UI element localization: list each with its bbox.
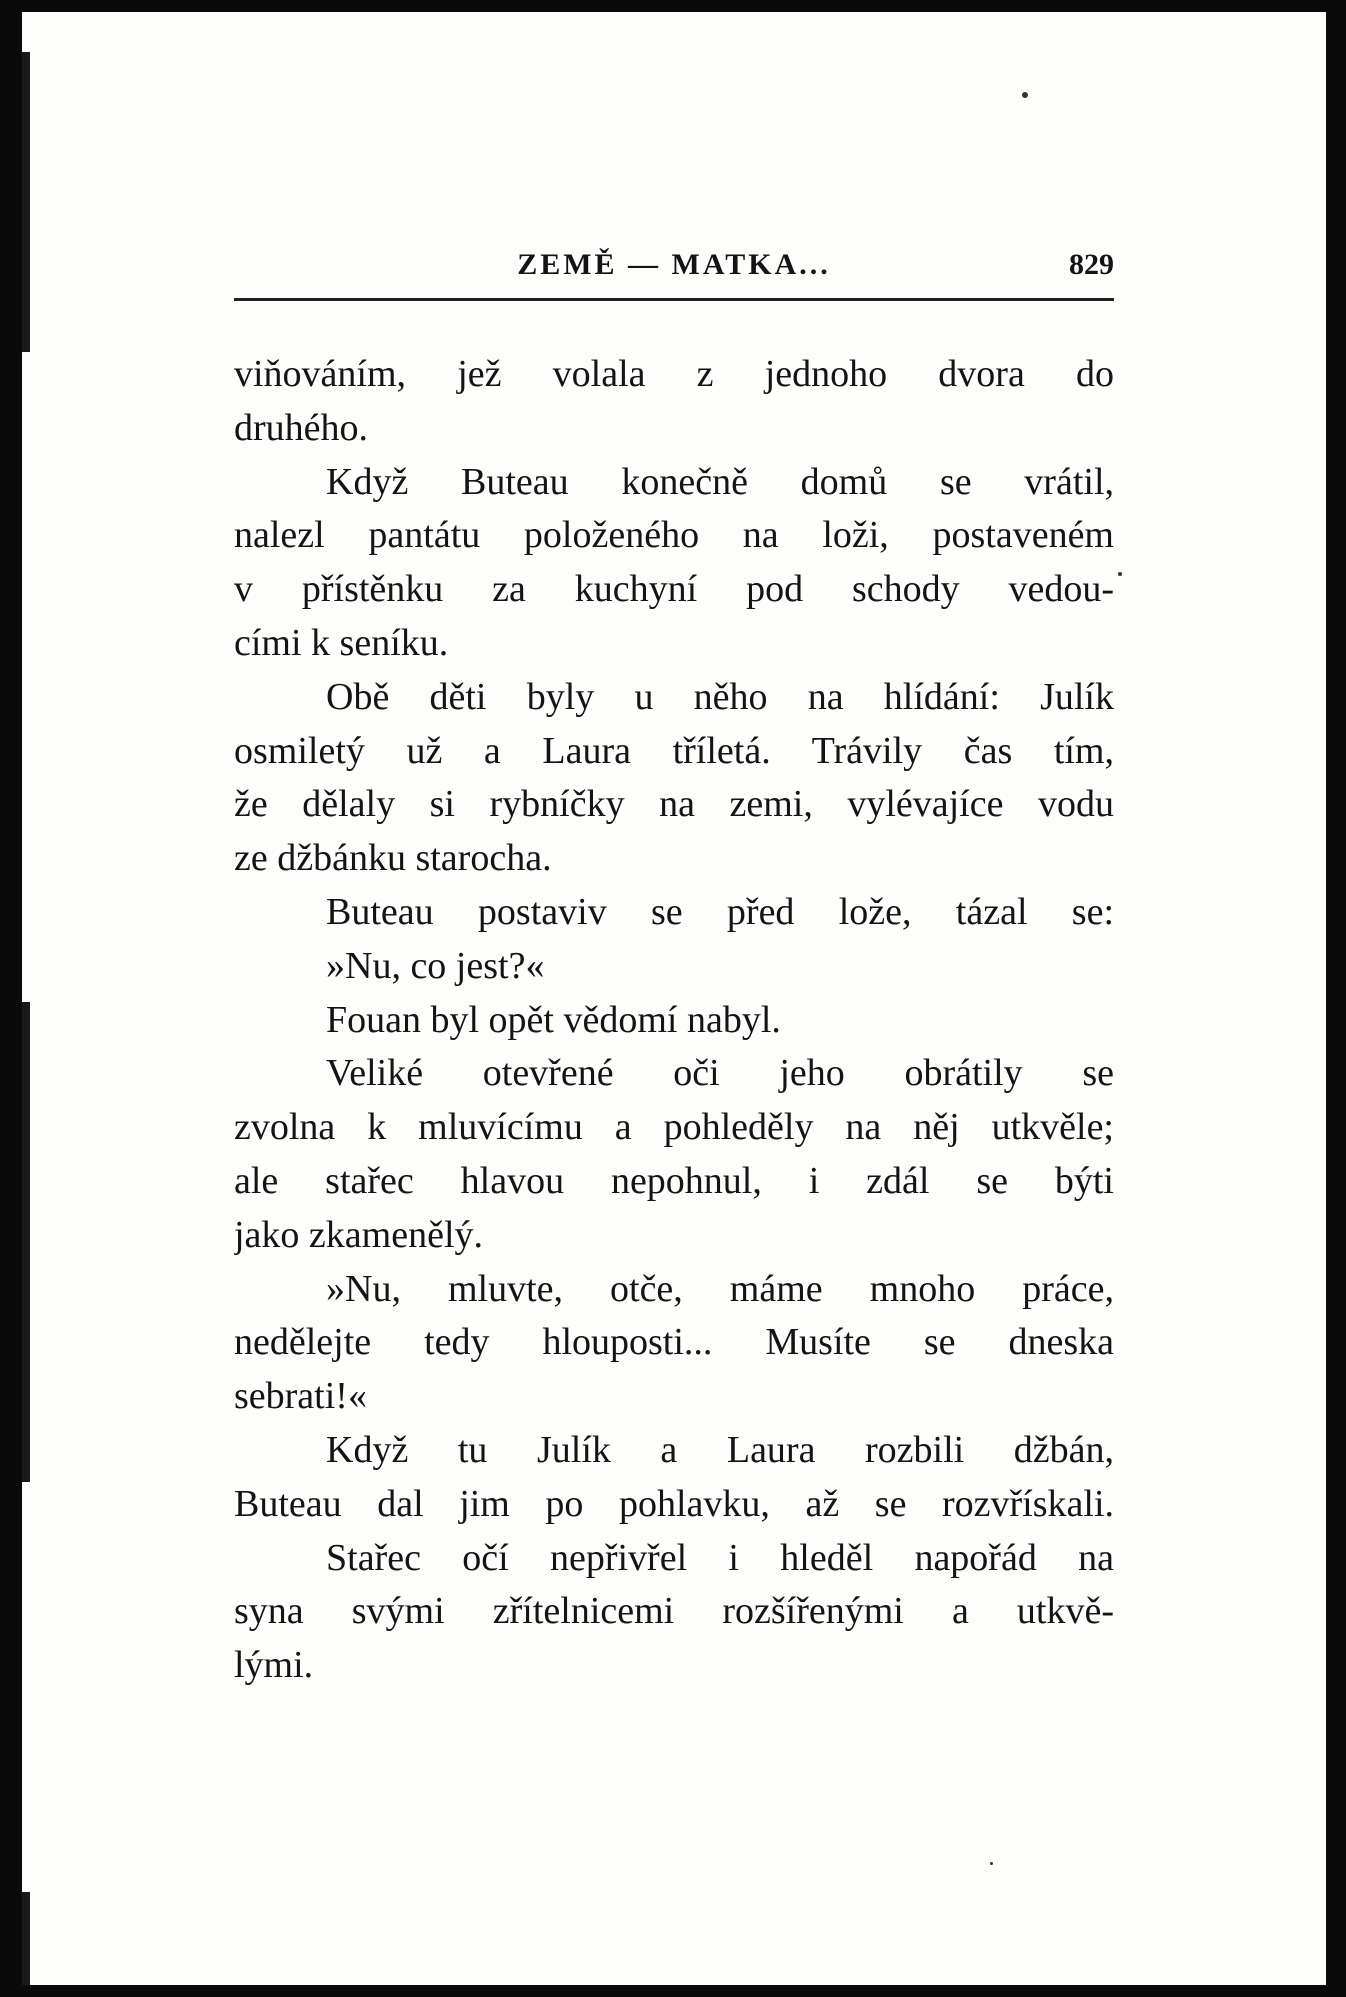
text-line: »Nu, co jest?« [326,944,545,987]
running-title: ZEMĚ — MATKA... [517,248,831,281]
text-line: syna svými zřítelnicemi rozšířenými a utkvě- [234,1590,1114,1633]
text-line: Stařec očí nepřivřel i hleděl napořád na [326,1536,1114,1579]
text-line: viňováním, jež volala z jednoho dvora do [234,353,1114,395]
text-line: Veliké otevřené oči jeho obrátily se [326,1052,1114,1095]
ink-speck [1022,92,1028,98]
page-header [234,240,1114,286]
text-line: Buteau dal jim po pohlavku, až se rozvřískali. [234,1482,1114,1525]
text-line: Buteau postaviv se před lože, tázal se: [326,890,1114,933]
body-text [234,348,1114,1693]
text-line: Když tu Julík a Laura rozbili džbán, [326,1428,1114,1471]
page-number: 829 [1069,248,1114,281]
binding-edge [22,1892,30,1992]
text-line: Když Buteau konečně domů se vrátil, [326,460,1114,503]
text-line: v přístěnku za kuchyní pod schody vedou- [234,568,1114,611]
text-line: nedělejte tedy hlouposti... Musíte se dneska [234,1321,1114,1364]
text-line: jako zkamenělý. [234,1213,484,1256]
text-line: osmiletý už a Laura tříletá. Trávily čas tím, [234,729,1114,772]
binding-edge [22,52,30,352]
text-line: ale stařec hlavou nepohnul, i zdál se býti [234,1159,1114,1202]
text-line: zvolna k mluvícímu a pohleděly na něj utkvěle; [234,1106,1114,1149]
binding-edge [22,1002,30,1482]
text-line: lými. [234,1644,314,1687]
text-line: »Nu, mluvte, otče, máme mnoho práce, [326,1267,1114,1310]
text-line: Obě děti byly u něho na hlídání: Julík [326,675,1114,718]
ink-speck [990,1862,993,1865]
text-line: cími k seníku. [234,621,449,664]
header-rule [234,298,1114,301]
text-line: sebrati!« [234,1375,367,1418]
ink-speck [1118,572,1122,576]
text-line: nalezl pantátu položeného na loži, postaveném [234,514,1114,557]
text-line: ze džbánku starocha. [234,837,552,880]
text-line: že dělaly si rybníčky na zemi, vylévajíce vodu [234,783,1114,826]
text-line: druhého. [234,406,369,449]
text-line: Fouan byl opět vědomí nabyl. [326,998,781,1041]
